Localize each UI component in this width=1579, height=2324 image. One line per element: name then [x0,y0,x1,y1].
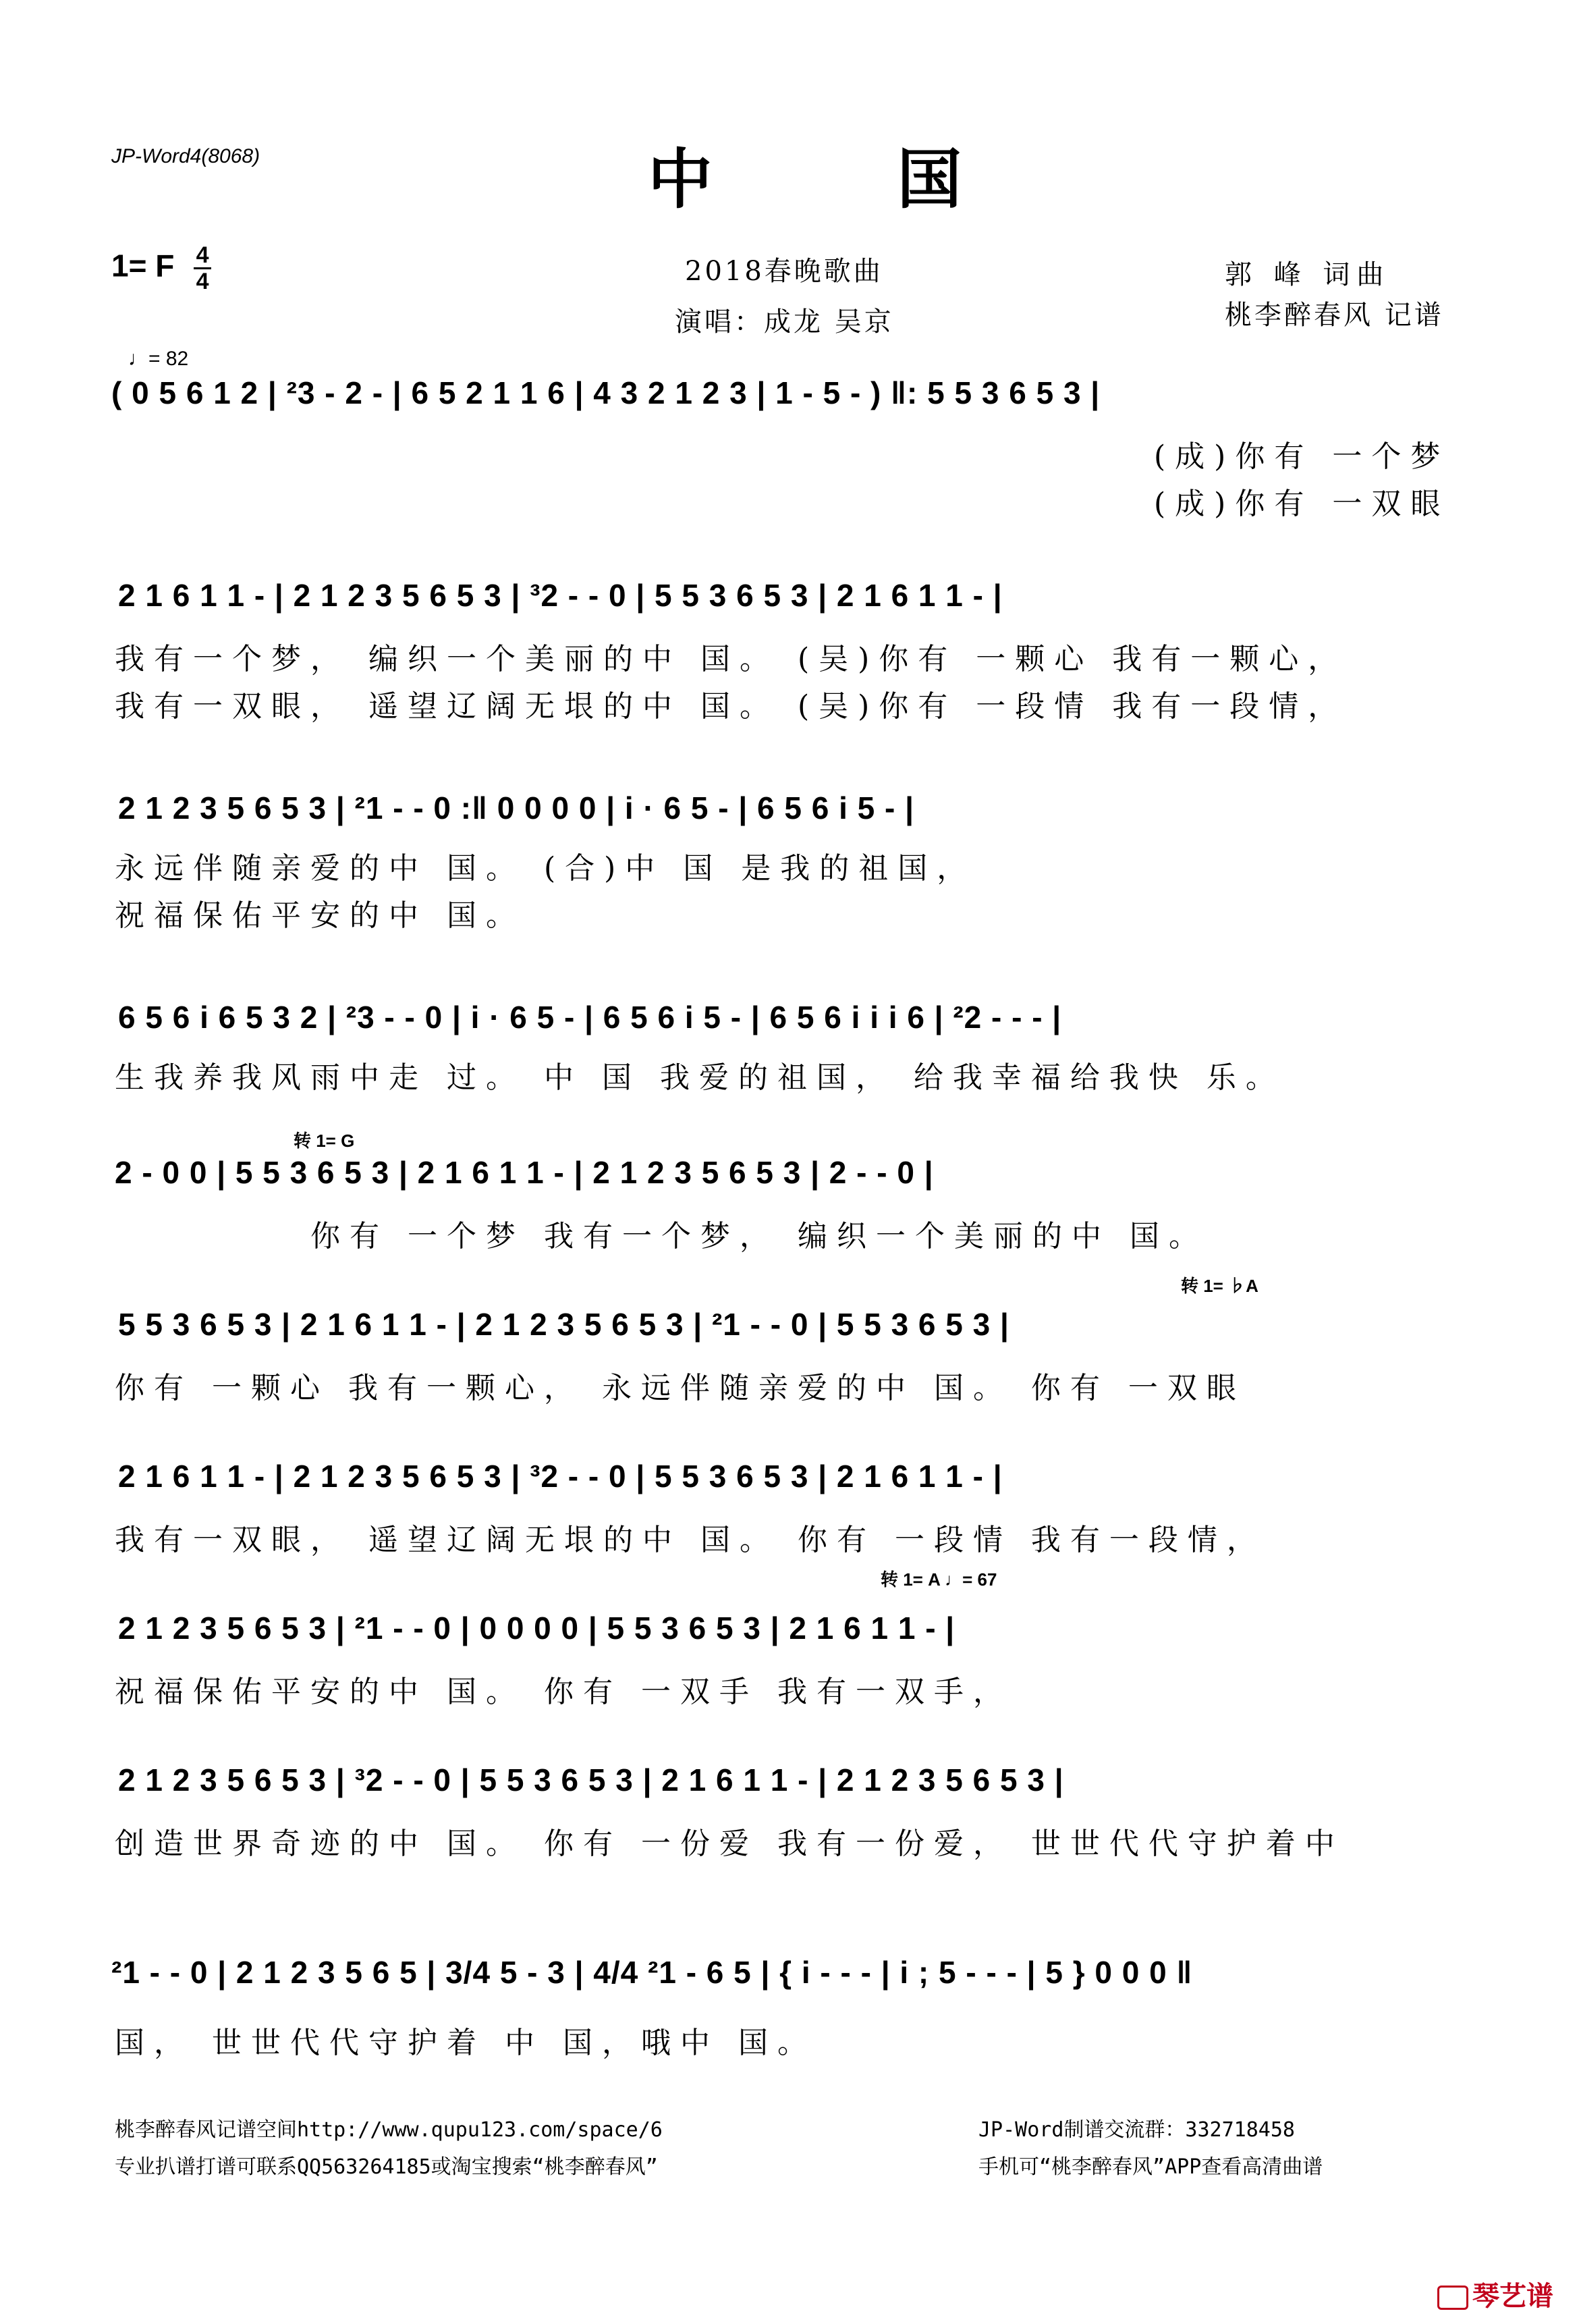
time-sig-top: 4 [196,242,209,268]
modulation-mark-a: 转 1= A ♩= 67 [881,1569,997,1590]
footer-left-1: 桃李醉春风记谱空间http://www.qupu123.com/space/6 [115,2118,663,2142]
lyric-line-5: 你有 一个梦 我有一个梦， 编织一个美丽的中 国。 [310,1219,1208,1253]
lyric-line-6: 你有 一颗心 我有一颗心， 永远伴随亲爱的中 国。 你有 一双眼 [115,1371,1246,1405]
transcriber-credit: 桃李醉春风 记谱 [1225,300,1444,331]
modulation-mark-g: 转 1= G [294,1131,355,1151]
score-line-3: 2 1 2 3 5 6 5 3 | ²1 - - 0 :‖ 0 0 0 0 | i · 6 5 - | 6 5 6 i 5 - | [118,790,915,826]
footer-right-1: JP-Word制谱交流群：332718458 [978,2118,1295,2142]
time-signature [194,243,211,294]
lyric-line-1a: (成)你有 一个梦 [1154,439,1450,474]
modulation-mark-ab: 转 1= ♭A [1181,1276,1258,1296]
score-line-2: 2 1 6 1 1 - | 2 1 2 3 5 6 5 3 | ³2 - - 0 | 5 5 3 6 5 3 | 2 1 6 1 1 - | [118,578,1003,613]
key-signature [111,243,211,294]
tempo-mark: ♩= 82 [128,348,189,370]
lyric-line-7: 我有一双眼， 遥望辽阔无垠的中 国。 你有 一段情 我有一段情， [115,1523,1266,1557]
score-line-7: 2 1 6 1 1 - | 2 1 2 3 5 6 5 3 | ³2 - - 0 | 5 5 3 6 5 3 | 2 1 6 1 1 - | [118,1459,1003,1494]
score-line-9: 2 1 2 3 5 6 5 3 | ³2 - - 0 | 5 5 3 6 5 3 | 2 1 6 1 1 - | 2 1 2 3 5 6 5 3 | [118,1762,1064,1798]
lyric-line-1b: (成)你有 一双眼 [1154,487,1450,521]
lyric-line-8: 祝福保佑平安的中 国。 你有 一双手 我有一双手， [115,1675,1012,1709]
lyric-line-9: 创造世界奇迹的中 国。 你有 一份爱 我有一份爱， 世世代代守护着中 [115,1827,1344,1861]
footer-left-2: 专业扒谱打谱可联系QQ563264185或淘宝搜索“桃李醉春风” [115,2155,658,2179]
logo-text: 琴艺谱 [1472,2281,1553,2312]
lyric-line-4: 生我养我风雨中走 过。 中 国 我爱的祖国， 给我幸福给我快 乐。 [115,1060,1285,1095]
key-label: 1= F [111,248,175,283]
lyric-line-2b: 我有一双眼， 遥望辽阔无垠的中 国。 (吴)你有 一段情 我有一段情， [115,689,1348,724]
site-logo [1437,2275,1553,2313]
lyric-line-10: 国， 世世代代守护着 中 国，哦中 国。 [115,2026,816,2060]
lyric-line-2a: 我有一个梦， 编织一个美丽的中 国。 (吴)你有 一颗心 我有一颗心， [115,642,1348,676]
score-line-1: ( 0 5 6 1 2 | ²3 - 2 - | 6 5 2 1 1 6 | 4 3 2 1 2 3 | 1 - 5 - ) ‖: 5 5 3 6 5 3 | [111,375,1101,410]
logo-mark-icon [1437,2286,1468,2310]
lyric-line-3a: 永远伴随亲爱的中 国。 (合)中 国 是我的祖国， [115,851,976,886]
lyric-line-3b: 祝福保佑平安的中 国。 [115,898,525,933]
score-line-8: 2 1 2 3 5 6 5 3 | ²1 - - 0 | 0 0 0 0 | 5 5 3 6 5 3 | 2 1 6 1 1 - | [118,1611,955,1646]
software-label: JP-Word4(8068) [111,145,260,167]
performers: 演唱：成龙 吴京 [675,306,894,337]
score-line-5: 2 - 0 0 | 5 5 3 6 5 3 | 2 1 6 1 1 - | 2 1 2 3 5 6 5 3 | 2 - - 0 | [115,1155,934,1190]
score-line-10: ²1 - - 0 | 2 1 2 3 5 6 5 | 3/4 5 - 3 | 4/4 ²1 - 6 5 | { i - - - | i ; 5 - - - | 5 } 0 0 0 ‖ [111,1955,1193,1990]
score-line-6: 5 5 3 6 5 3 | 2 1 6 1 1 - | 2 1 2 3 5 6 5 3 | ²1 - - 0 | 5 5 3 6 5 3 | [118,1307,1009,1342]
composer-credit: 郭 峰 词曲 [1225,259,1391,290]
subtitle: 2018春晚歌曲 [685,256,883,287]
footer-right-2: 手机可“桃李醉春风”APP查看高清曲谱 [978,2155,1323,2179]
page-title: 中 国 [648,142,1043,217]
score-line-4: 6 5 6 i 6 5 3 2 | ²3 - - 0 | i · 6 5 - | 6 5 6 i 5 - | 6 5 6 i i i 6 | ²2 - - - | [118,1000,1062,1035]
time-sig-bottom: 4 [196,269,209,294]
